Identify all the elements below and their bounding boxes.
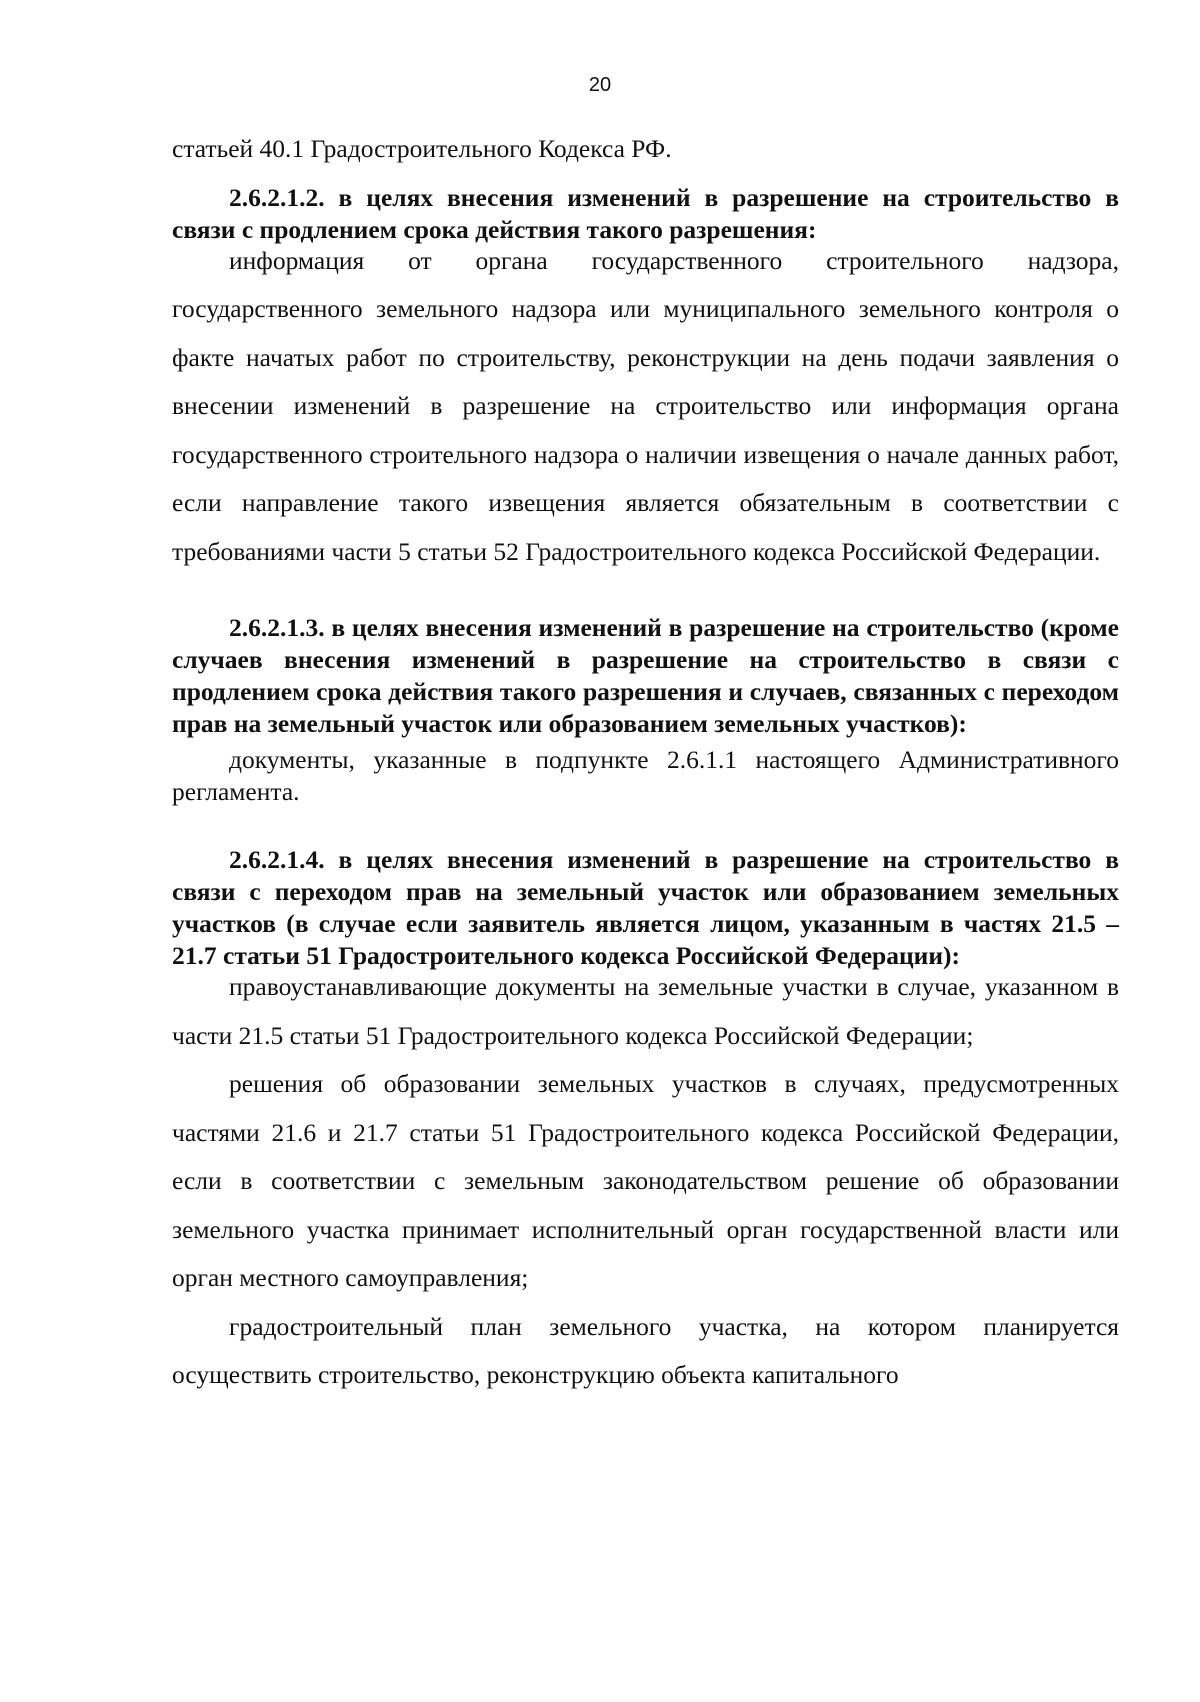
- section-heading-2-6-2-1-4: 2.6.2.1.4. в целях внесения изменений в разрешение на строительство в связи с переходом прав на земельный участок или образованием земельных участков (в случае если заявитель является лицом, указанным в частях 21.5 – 21.7 статьи 51 Градостроительного кодекса Российской Федерации):: [172, 845, 1119, 970]
- section-heading-2-6-2-1-3: 2.6.2.1.3. в целях внесения изменений в разрешение на строительство (кроме случаев внесения изменений в разрешение на строительство в связи с продлением срока действия такого разрешения и случаев, связанных с переходом прав на земельный участок или образованием земельных участков):: [172, 613, 1119, 738]
- document-body: [172, 125, 1119, 1400]
- paragraph-urban-plan: градостроительный план земельного участка, на котором планируется осуществить строительство, реконструкцию объекта капитального: [172, 1311, 1119, 1389]
- paragraph-documents: документы, указанные в подпункте 2.6.1.1 настоящего Административного регламента.: [172, 745, 1119, 806]
- paragraph-information-body: информация от органа государственного строительного надзора, государственного земельного надзора или муниципального земельного контроля о факте начатых работ по строительству, реконструкции на день подачи заявления о внесении изменений в разрешение на строительство или информация органа государственного строительного надзора о наличии извещения о начале данных работ, если направление такого извещения является обязательным в соответствии с требованиями части 5 статьи 52 Градостроительного кодекса Российской Федерации.: [172, 245, 1119, 566]
- page-number: 20: [588, 74, 612, 96]
- paragraph-title-documents: правоустанавливающие документы на земельные участки в случае, указанном в части 21.5 статьи 51 Градостроительного кодекса Российской Федерации;: [172, 972, 1119, 1050]
- paragraph-land-formation-decisions: решения об образовании земельных участков в случаях, предусмотренных частями 21.6 и 21.7 статьи 51 Градостроительного кодекса Российской Федерации, если в соответствии с земельным законодательством решение об образовании земельного участка принимает исполнительный орган государственной власти или орган местного самоуправления;: [172, 1069, 1119, 1292]
- paragraph-continuation: статьей 40.1 Градостроительного Кодекса РФ.: [172, 134, 672, 163]
- section-heading-2-6-2-1-2: 2.6.2.1.2. в целях внесения изменений в разрешение на строительство в связи с продлением срока действия такого разрешения:: [172, 182, 1119, 244]
